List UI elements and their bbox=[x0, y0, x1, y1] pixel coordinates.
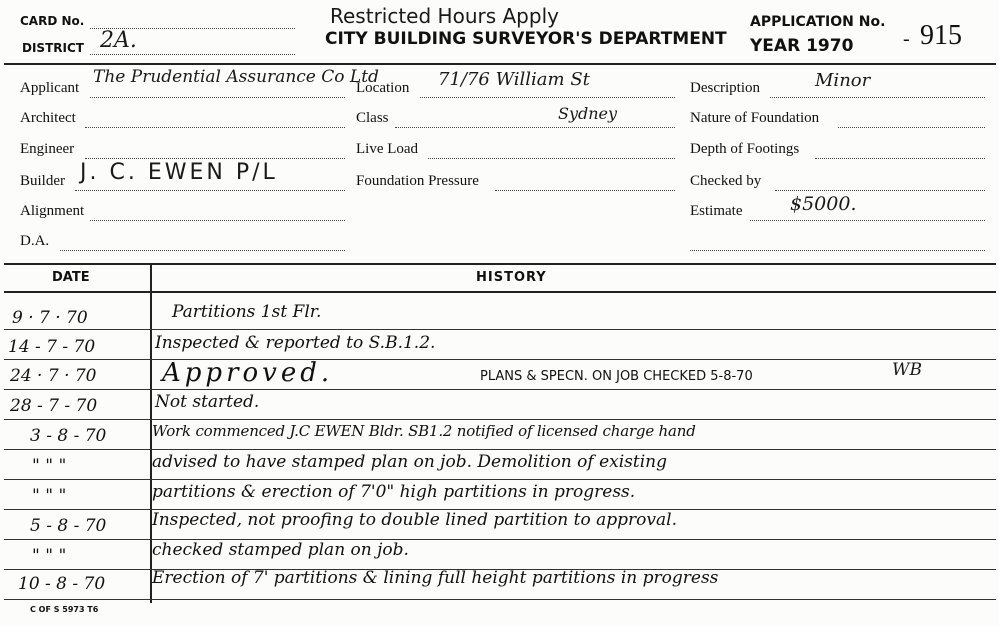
checked-initials: WB bbox=[892, 360, 922, 380]
row-line bbox=[4, 419, 996, 420]
history-row-date: 5 - 8 - 70 bbox=[30, 516, 107, 536]
plans-checked-note: PLANS & SPECN. ON JOB CHECKED 5-8-70 bbox=[480, 369, 753, 384]
application-no-label: APPLICATION No. bbox=[750, 14, 886, 30]
history-header-rule bbox=[4, 291, 996, 293]
history-row-text: Approved. bbox=[162, 358, 334, 388]
history-row-text: Inspected & reported to S.B.1.2. bbox=[155, 333, 436, 353]
applicant-value: The Prudential Assurance Co Ltd bbox=[93, 67, 379, 87]
history-top-rule bbox=[4, 263, 996, 265]
history-row-text: Erection of 7' partitions & lining full height partitions in progress bbox=[152, 568, 719, 588]
applicant-line bbox=[90, 97, 345, 98]
architect-label: Architect bbox=[20, 110, 76, 126]
checked-by-label: Checked by bbox=[690, 173, 762, 189]
history-row-text: Partitions 1st Flr. bbox=[172, 302, 322, 322]
department-title: CITY BUILDING SURVEYOR'S DEPARTMENT bbox=[325, 29, 727, 49]
checked-line bbox=[775, 190, 985, 191]
location-line bbox=[420, 97, 675, 98]
foundation-pressure-label: Foundation Pressure bbox=[356, 173, 479, 189]
builder-value: J. C. EWEN P/L bbox=[80, 160, 278, 185]
right-blank-line bbox=[690, 250, 985, 251]
history-row-date: 3 - 8 - 70 bbox=[30, 426, 107, 446]
history-row-date: 9 · 7 · 70 bbox=[12, 308, 88, 328]
location-label: Location bbox=[356, 80, 410, 96]
estimate-value: $5000. bbox=[790, 193, 857, 215]
date-column-header: DATE bbox=[52, 270, 90, 285]
history-row-date: 14 - 7 - 70 bbox=[8, 337, 96, 357]
history-row-date: 24 · 7 · 70 bbox=[10, 366, 97, 386]
header-rule bbox=[4, 63, 996, 65]
history-row-date: 10 - 8 - 70 bbox=[18, 574, 106, 594]
description-line bbox=[770, 97, 985, 98]
builder-label: Builder bbox=[20, 173, 65, 189]
foundation-pressure-line bbox=[495, 190, 675, 191]
class-label: Class bbox=[356, 110, 389, 126]
estimate-label: Estimate bbox=[690, 203, 743, 219]
alignment-label: Alignment bbox=[20, 203, 85, 219]
live-load-line bbox=[428, 158, 675, 159]
estimate-line bbox=[750, 220, 985, 221]
history-row-date: 28 - 7 - 70 bbox=[10, 396, 98, 416]
description-label: Description bbox=[690, 80, 760, 96]
history-row-date: " " " bbox=[32, 456, 67, 476]
applicant-label: Applicant bbox=[20, 80, 80, 96]
engineer-line bbox=[85, 158, 345, 159]
history-row-text: Inspected, not proofing to double lined partition to approval. bbox=[152, 510, 677, 530]
live-load-label: Live Load bbox=[356, 141, 419, 157]
history-column-header: HISTORY bbox=[476, 270, 547, 285]
application-number-dash: - bbox=[903, 28, 910, 50]
builder-line bbox=[75, 190, 345, 191]
row-line bbox=[4, 599, 996, 600]
da-label: D.A. bbox=[20, 233, 50, 249]
class-line bbox=[395, 127, 675, 128]
year-label: YEAR 1970 bbox=[750, 36, 854, 56]
architect-line bbox=[85, 127, 345, 128]
history-row-text: Not started. bbox=[155, 392, 260, 412]
card-no-label: CARD No. bbox=[20, 14, 85, 28]
history-row-date: " " " bbox=[32, 546, 67, 566]
history-row-text: advised to have stamped plan on job. Demolition of existing bbox=[152, 452, 667, 472]
form-code: C OF S 5973 T6 bbox=[30, 605, 99, 614]
restricted-hours-note: Restricted Hours Apply bbox=[330, 4, 559, 28]
row-line bbox=[4, 479, 996, 480]
depth-line bbox=[815, 158, 985, 159]
description-value: Minor bbox=[815, 70, 871, 91]
row-line bbox=[4, 359, 996, 360]
history-row-text: checked stamped plan on job. bbox=[152, 540, 409, 560]
da-line bbox=[60, 250, 345, 251]
history-row-text: partitions & erection of 7'0" high partitions in progress. bbox=[152, 482, 636, 502]
history-row-date: " " " bbox=[32, 486, 67, 506]
row-line bbox=[4, 449, 996, 450]
row-line bbox=[4, 329, 996, 330]
history-row-text: Work commenced J.C EWEN Bldr. SB1.2 notified of licensed charge hand bbox=[152, 422, 696, 440]
district-label: DISTRICT bbox=[22, 41, 84, 55]
district-value: 2A. bbox=[100, 28, 137, 53]
district-line bbox=[90, 54, 295, 55]
nature-line bbox=[838, 127, 985, 128]
row-line bbox=[4, 389, 996, 390]
location-value: 71/76 William St bbox=[438, 69, 590, 90]
application-number: 915 bbox=[920, 20, 962, 51]
engineer-label: Engineer bbox=[20, 141, 75, 157]
alignment-line bbox=[90, 220, 345, 221]
depth-of-footings-label: Depth of Footings bbox=[690, 141, 800, 157]
class-value: Sydney bbox=[558, 104, 618, 123]
nature-of-foundation-label: Nature of Foundation bbox=[690, 110, 820, 126]
